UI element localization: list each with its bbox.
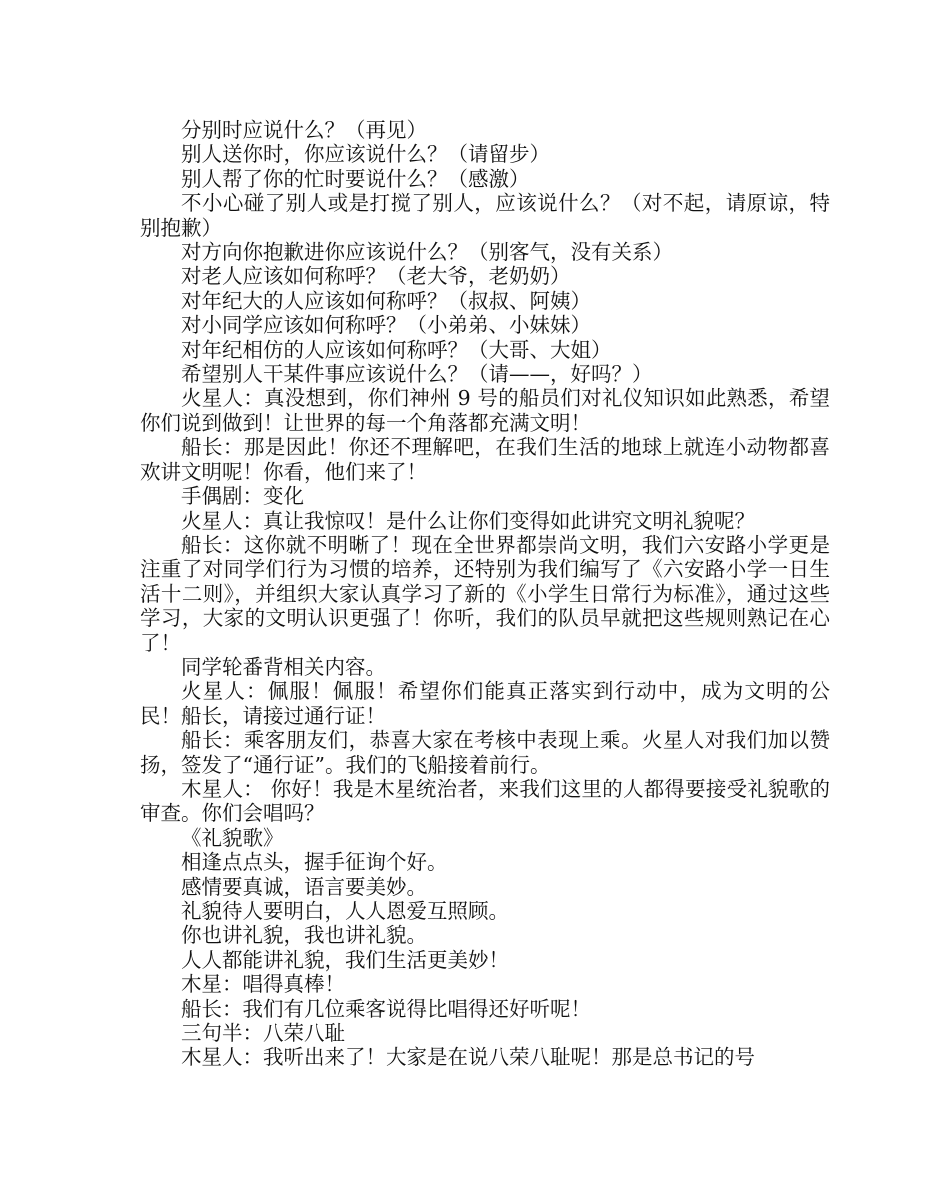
paragraph: 木星人： 你好！我是木星统治者，来我们这里的人都得要接受礼貌歌的审查。你们会唱吗？ [140, 776, 830, 826]
paragraph: 同学轮番背相关内容。 [181, 654, 386, 679]
document-page [140, 118, 830, 1070]
paragraph: 对小同学应该如何称呼？（小弟弟、小妹妹） [181, 313, 591, 338]
paragraph: 希望别人干某件事应该说什么？（请——，好吗？） [181, 362, 653, 387]
paragraph: 火星人：真没想到，你们神州 9 号的船员们对礼仪知识如此熟悉，希望你们说到做到！让世界的每一个角落都充满文明！ [140, 386, 830, 435]
paragraph: 感情要真诚，语言要美妙。 [181, 874, 427, 899]
paragraph: 人人都能讲礼貌，我们生活更美妙！ [181, 947, 509, 972]
paragraph: 你也讲礼貌，我也讲礼貌。 [181, 923, 427, 948]
paragraph: 对年纪大的人应该如何称呼？（叔叔、阿姨） [181, 288, 591, 313]
paragraph: 木星：唱得真棒！ [181, 972, 345, 997]
paragraph: 相逢点点头，握手征询个好。 [181, 850, 448, 875]
paragraph: 别人帮了你的忙时要说什么？（感激） [181, 166, 530, 191]
paragraph: 礼貌待人要明白，人人恩爱互照顾。 [181, 899, 509, 923]
paragraph: 火星人：真让我惊叹！是什么让你们变得如此讲究文明礼貌呢？ [181, 508, 755, 533]
paragraph: 船长：这你就不明晰了！现在全世界都崇尚文明，我们六安路小学更是注重了对同学们行为习惯的培养，还特别为我们编写了《六安路小学一日生活十二则》，并组织大家认真学习了新的《小学生日常行为标准》，通过这些学习，大家的文明认识更强了！你听，我们的队员早就把这些规则熟记在心了！ [140, 532, 830, 655]
paragraph: 对年纪相仿的人应该如何称呼？（大哥、大姐） [181, 337, 612, 362]
paragraph: 船长：那是因此！你还不理解吧，在我们生活的地球上就连小动物都喜欢讲文明呢！你看，他们来了！ [140, 435, 830, 484]
paragraph: 船长：我们有几位乘客说得比唱得还好听呢！ [181, 996, 591, 1021]
paragraph: 三句半：八荣八耻 [181, 1021, 345, 1046]
paragraph: 分别时应说什么？（再见） [181, 118, 427, 142]
paragraph: 木星人：我听出来了！大家是在说八荣八耻呢！那是总书记的号 [181, 1045, 755, 1070]
paragraph: 不小心碰了别人或是打搅了别人，应该说什么？（对不起，请原谅，特别抱歉） [140, 191, 830, 240]
paragraph: 船长：乘客朋友们，恭喜大家在考核中表现上乘。火星人对我们加以赞扬，签发了“通行证”。我们的飞船接着前行。 [140, 728, 830, 777]
paragraph: 手偶剧：变化 [181, 484, 304, 509]
paragraph: 《礼貌歌》 [181, 825, 284, 850]
paragraph: 对方向你抱歉进你应该说什么？（别客气，没有关系） [181, 240, 673, 265]
paragraph: 火星人：佩服！佩服！希望你们能真正落实到行动中，成为文明的公民！船长，请接过通行证！ [140, 679, 830, 728]
paragraph: 别人送你时，你应该说什么？（请留步） [181, 142, 550, 167]
paragraph: 对老人应该如何称呼？（老大爷，老奶奶） [181, 264, 571, 289]
